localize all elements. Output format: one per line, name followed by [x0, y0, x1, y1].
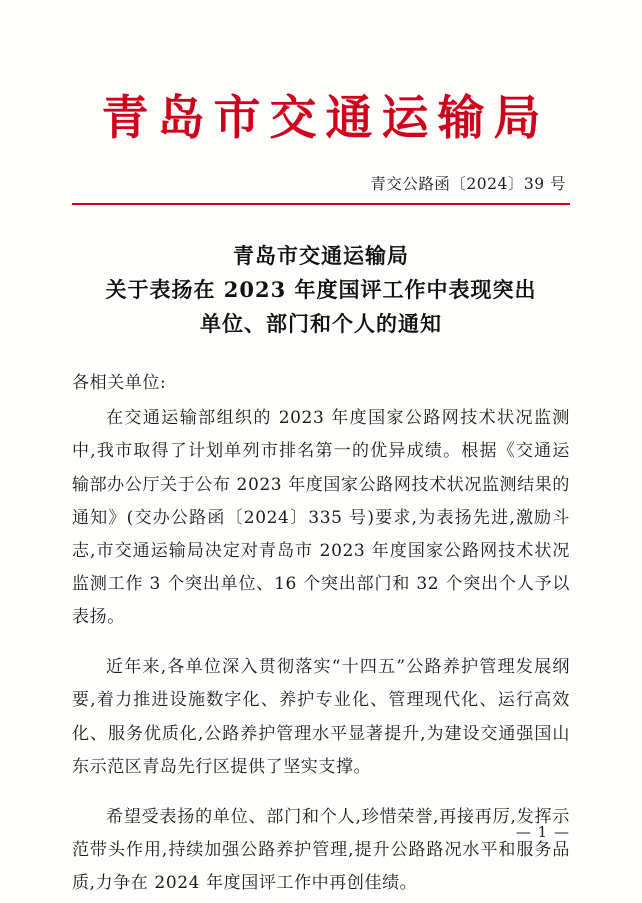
body-paragraph-3: 希望受表扬的单位、部门和个人,珍惜荣誉,再接再厉,发挥示范带头作用,持续加强公路养护管理,提升公路路况水平和服务品质,力争在 2024 年度国评工作中再创佳绩。	[72, 806, 570, 894]
document-title	[72, 239, 570, 341]
red-separator-rule	[72, 203, 570, 205]
document-number: 青交公路函〔2024〕39 号	[370, 175, 566, 194]
title-line-3: 单位、部门和个人的通知	[200, 311, 442, 337]
title-line-2: 关于表扬在 2023 年度国评工作中表现突出	[105, 277, 537, 303]
page-number: — 1 —	[515, 823, 570, 841]
salutation: 各相关单位:	[72, 373, 167, 394]
masthead	[72, 0, 570, 146]
title-line-1: 青岛市交通运输局	[233, 243, 409, 269]
document-body	[72, 367, 570, 900]
body-paragraph-1: 在交通运输部组织的 2023 年度国家公路网技术状况监测中,我市取得了计划单列市排名第一的优异成绩。根据《交通运输部办公厅关于公布 2023 年度国家公路网技术状况监测结果的通知》(交办公路函〔2024〕335 号)要求,为表扬先进,激励斗志,市交通运输局决定对青岛市 2023 年度国家公路网技术状况监测工作 3 个突出单位、16 个突出部门和 32 个突出个人予以表扬。	[72, 408, 570, 628]
document-number-row	[72, 172, 570, 194]
body-paragraph-2: 近年来,各单位深入贯彻落实“十四五”公路养护管理发展纲要,着力推进设施数字化、养护专业化、管理现代化、运行高效化、服务优质化,公路养护管理水平显著提升,为建设交通强国山东示范区青岛先行区提供了坚实支撑。	[72, 657, 570, 777]
issuing-authority-title: 青岛市交通运输局	[101, 91, 550, 146]
